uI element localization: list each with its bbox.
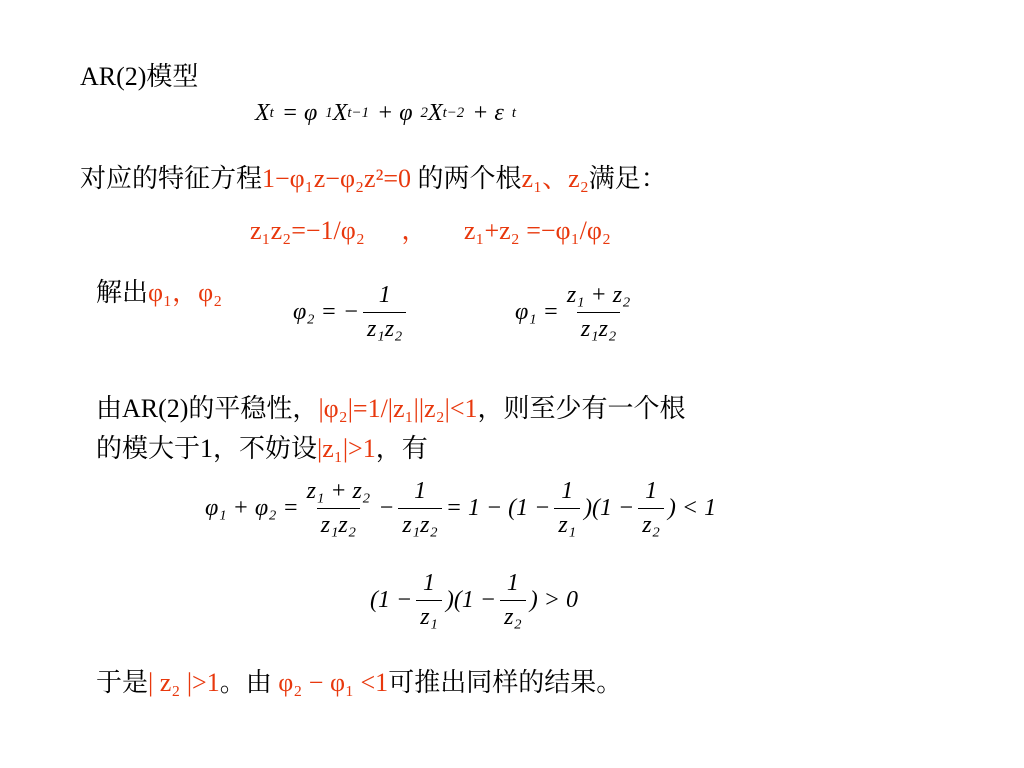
concl-prefix: 于是 <box>96 668 149 697</box>
solve-label <box>96 272 222 309</box>
phi1-denominator: z₁z₂ <box>577 312 620 343</box>
conclusion-line <box>96 662 622 699</box>
sum-lhs: φ₁ + φ₂ = <box>205 495 299 521</box>
ineq-mid: )(1 − <box>445 587 497 613</box>
concl-suffix: 可推出同样的结果。 <box>388 668 623 697</box>
concl-cond-1: | z₂ |>1 <box>148 668 220 697</box>
stat-assumption: |z₁|>1 <box>317 434 376 463</box>
phi1-lhs: φ₁ = <box>515 299 559 325</box>
ineq-end: ) > 0 <box>529 587 578 613</box>
root-sum: z₁+z₂ =−φ₁/φ₂ <box>463 216 611 245</box>
ineq-frac-2-num: 1 <box>506 570 519 596</box>
char-suffix: 满足： <box>588 164 667 193</box>
sum-frac-3 <box>554 478 580 539</box>
ineq-start: (1 − <box>370 587 413 613</box>
stat-line2-suffix: ，有 <box>375 434 428 463</box>
solve-vars: φ₁，φ₂ <box>148 278 223 307</box>
sum-frac-2-den: z₁z₂ <box>398 508 441 539</box>
sum-frac-3-den: z₁ <box>554 508 580 539</box>
slide-title: AR(2)模型 <box>80 62 199 91</box>
sum-mid2: )(1 − <box>584 495 635 521</box>
root-product: z₁z₂=−1/φ₂ <box>250 216 365 245</box>
eq-term: + ε <box>472 100 504 126</box>
eq-sub: t−1 <box>347 105 370 121</box>
phi2-lhs: φ₂ = − <box>293 299 360 325</box>
eq-sub: t <box>511 105 517 121</box>
concl-middle: 。由 <box>219 668 272 697</box>
concl-cond-2: φ₂ − φ₁ <1 <box>278 668 389 697</box>
sum-frac-4-num: 1 <box>645 478 658 504</box>
ineq-frac-1-num: 1 <box>423 570 436 596</box>
sum-minus: − <box>378 495 395 521</box>
eq-term: X <box>427 100 443 126</box>
sum-end: ) < 1 <box>667 495 717 521</box>
stat-condition: |φ₂|=1/|z₁||z₂|<1 <box>318 394 478 423</box>
ineq-frac-2 <box>500 570 526 631</box>
sum-frac-2-num: 1 <box>414 478 427 504</box>
sum-frac-1 <box>303 478 375 539</box>
sum-frac-1-num: z₁ + z₂ <box>306 478 371 504</box>
stat-suffix: ，则至少有一个根 <box>477 394 686 423</box>
phi1-numerator: z₁ + z₂ <box>566 282 631 308</box>
sum-frac-4-den: z₂ <box>638 508 664 539</box>
sum-frac-4 <box>638 478 664 539</box>
char-prefix: 对应的特征方程 <box>80 164 263 193</box>
phi2-numerator: 1 <box>378 282 391 308</box>
sum-frac-3-num: 1 <box>561 478 574 504</box>
eq-sub: 2 <box>420 105 428 121</box>
sum-mid: = 1 − (1 − <box>445 495 551 521</box>
eq-lhs-sub: t <box>269 105 274 121</box>
phi2-fraction <box>363 282 406 343</box>
char-equation: 1−φ₁z−φ₂z²=0 <box>262 164 412 193</box>
eq-term: X <box>332 100 348 126</box>
eq-term: = φ <box>281 100 318 126</box>
char-roots: z₁、z₂ <box>521 164 589 193</box>
stat-prefix: 由AR(2)的平稳性， <box>96 394 319 423</box>
model-equation <box>255 100 516 127</box>
ineq-frac-1-den: z₁ <box>416 600 442 631</box>
phi2-formula <box>293 282 410 343</box>
eq-term: + φ <box>377 100 413 126</box>
stationarity-line-2 <box>96 428 428 465</box>
root-sep: ， <box>401 216 428 245</box>
stat-line2-prefix: 的模大于1，不妨设 <box>96 434 318 463</box>
inequality-equation <box>370 570 578 631</box>
ineq-frac-2-den: z₂ <box>500 600 526 631</box>
eq-lhs: X <box>255 100 270 126</box>
solve-prefix: 解出 <box>96 278 149 307</box>
sum-frac-2 <box>398 478 441 539</box>
char-middle: 的两个根 <box>417 164 522 193</box>
sum-frac-1-den: z₁z₂ <box>317 508 360 539</box>
root-relations <box>250 210 611 247</box>
phi1-fraction <box>563 282 635 343</box>
eq-sub: 1 <box>325 105 333 121</box>
eq-sub: t−2 <box>442 105 465 121</box>
stationarity-line-1 <box>96 388 686 425</box>
phi1-formula <box>515 282 638 343</box>
ineq-frac-1 <box>416 570 442 631</box>
sum-equation <box>205 478 716 539</box>
characteristic-equation-line <box>80 158 667 195</box>
phi2-denominator: z₁z₂ <box>363 312 406 343</box>
